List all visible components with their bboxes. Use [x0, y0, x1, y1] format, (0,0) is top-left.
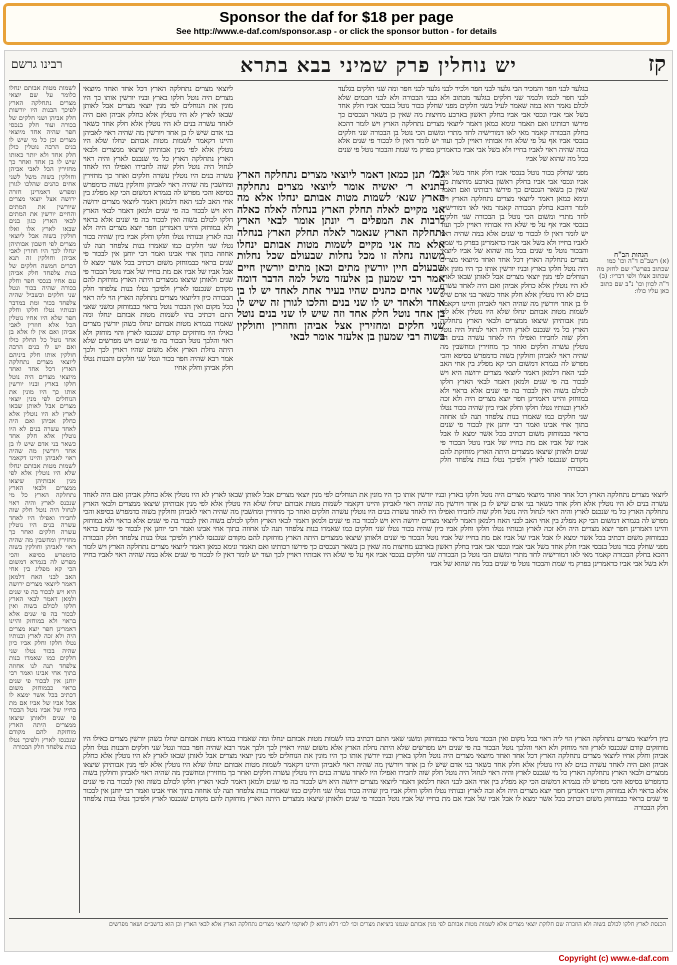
page-header: [5, 53, 672, 79]
header-rule: [9, 80, 668, 81]
rashbam-commentary-cont: ליוצאי מצרים נתחלקה הארץ דכל אחד ואחד מיוצאי מצרים היה נוטל חלקו בארץ ובניו יורשין אותו כך היו מונין את הנוחלים לפי מנין יוצאי מצרים אבל לאותן שבאו לארץ לא היו נוטלין אלא כחלק אביהן ואם היה לאחד עשרה בנים לא היו נוטלין אלא חלק אחד כשאר בני אדם שיש לו בן אחד ויורשין מה שהיה ראוי לאביהן והיינו דקאמר לשמות מטות אבותם ינחלו שלא היו נוטלין אלא לפי מנין אבותיהן שיצאו ממצרים ולבאי הארץ נתחלקה הארץ כל מי שנכנס לארץ והיה ראוי לנחול היה נוטל חלק שוה לחבירו ואפילו היו לאחד עשרה בנים היו נוטלין עשרה חלקים ואחר כך מחזירין ומחשבין מה שהיה ראוי לאביהן וחולקין בשוה כדמפרש בסיפא והכי מפרש לה בגמרא דמשום הכי קא מפליג בין אחי האב לבני האח דלמאן דאמר ליוצאי מצרים ירושה היא ויש לבכור בה פי שנים ולמאן דאמר לבאי הארץ חלקו לכולם בשוה ואין לבכור בה פי שנים אלא בראוי ולא במוחזק והיינו דאמרינן חפר יוצא מצרים היה ולא זכה לארץ ובנותיו נטלו חלקו וחלק אביו כיון שהיה בכור נטלו שני חלקים כמו שאמרו בנות צלפחד תנה לנו אחוזה בתוך אחי אבינו ואמר רבי יוחנן אין לבכור פי שנים בראוי כבמוחזק משום דכתיב בכל אשר ימצא לו אבל אביו של אביו אם מת בחייו של אביו נוטל הבכור פי שנים ולאותן שיצאו ממצרים היתה הארץ מוחזקת להם מקודם שנכנסו לארץ ולפיכך נטלו בנות צלפחד חלק הבכורה: [440, 246, 588, 473]
rabbenu-gershom-column: [9, 85, 76, 913]
rabbenu-column-rule: [79, 83, 80, 913]
gloss-top-text: בגלעד לבני חפר והמכיר הבי גלעד לבני חפר ולכיר לבני גלעד לבני חפר ומה שני תלקים בגלעד לבני חפר לכמו ולכמר שני חלקים בגלעד מכתוב ולא בבני הבכורה ולא לבני חכמים שלא לכלם נאמר הוא במה שאמר לעיל בשני חלקים: [338, 85, 588, 111]
copyright-link[interactable]: Copyright (c) www.e-daf.com: [558, 954, 669, 963]
tosafot-commentary-text: ליוצאי מצרים נתחלקה הארץ דכל אחד ואחד מיוצאי מצרים היה נוטל חלקו בארץ ובניו יורשין אותו כך היו מונין את הנוחלים לפי מנין יוצאי מצרים אבל לאותן שבאו לארץ לא היו נוטלין אלא כחלק אביהן ואם היה לאחד עשרה בנים לא היו נוטלין אלא חלק אחד כשאר בני אדם שיש לו בן אחד ויורשין מה שהיה ראוי לאביהן והיינו דקאמר לשמות מטות אבותם ינחלו שלא היו נוטלין אלא לפי מנין אבותיהן שיצאו ממצרים ולבאי הארץ נתחלקה הארץ כל מי שנכנס לארץ והיה ראוי לנחול היה נוטל חלק שוה לחבירו ואפילו היו לאחד עשרה בנים היו נוטלין עשרה חלקים ואחר כך מחזירין ומחשבין מה שהיה ראוי לאביהן וחולקין בשוה כדמפרש בסיפא והכי מפרש לה בגמרא דמשום הכי קא מפליג בין אחי האב לבני האח דלמאן דאמר ליוצאי מצרים ירושה היא ויש לבכור בה פי שנים ולמאן דאמר לבאי הארץ חלקו לכולם בשוה ואין לבכור בה פי שנים אלא בראוי ולא במוחזק והיינו דאמרינן חפר יוצא מצרים היה ולא זכה לארץ ובנותיו נטלו חלקו וחלק אביו כיון שהיה בכור נטלו שני חלקים כמו שאמרו בנות צלפחד תנה לנו אחוזה בתוך אחי אבינו ואמר רבי יוחנן אין לבכור פי שנים בראוי כבמוחזק משום דכתיב בכל אשר ימצא לו אבל אביו של אביו אם מת בחייו של אביו נוטל הבכור פי שנים ולאותן שיצאו ממצרים היתה הארץ מוחזקת להם מקודם שנכנסו לארץ ולפיכך נטלו בנות צלפחד חלק הבכורה: [83, 85, 233, 302]
lower-commentary: [83, 491, 668, 731]
gloss-top-cont: מפני שחלק בכור נוטל בנכסי אביו חלק אחד בשל אבי אביו ונכסי אבי אביו בחלק ראשון בארבע מחיצות מה שאין כן בשאר הנכסים כך פירשו רבותינו ואם תאמר ונימא כמאן דאמר ליוצאי מצרים נתחלקה הארץ ויש לומר דהכא בחלק הבכורה קאמר מאי לאו דמורישיה לחד מתרי ומשום הכי נוטל בן הבכורה שני חלקים בנכסי אביו אף על פי שלא היו אבותיו ראויין לכך ועוד יש לומר דאין לו לבכור פי שנים אלא במה שהיה ראוי לאביו בחייו ולא בשל אבי אביו כדאמרינן בפרק מי שמת והבכור נוטל פי שנים בכל מה שהוא של אביו: [338, 101, 588, 163]
tractate-header: יש נוחלין פרק שמיני בבא בתרא: [240, 53, 517, 77]
bottom-commentary-cont: ליוצאי מצרים נתחלקה הארץ דכל אחד ואחד מיוצאי מצרים היה נוטל חלקו בארץ ובניו יורשין אותו כך היו מונין את הנוחלים לפי מנין יוצאי מצרים אבל לאותן שבאו לארץ לא היו נוטלין אלא כחלק אביהן ואם היה לאחד עשרה בנים לא היו נוטלין אלא חלק אחד כשאר בני אדם שיש לו בן אחד ויורשין מה שהיה ראוי לאביהן והיינו דקאמר לשמות מטות אבותם ינחלו שלא היו נוטלין אלא לפי מנין אבותיהן שיצאו ממצרים ולבאי הארץ נתחלקה הארץ כל מי שנכנס לארץ והיה ראוי לנחול היה נוטל חלק שוה לחבירו ואפילו היו לאחד עשרה בנים היו נוטלין עשרה חלקים ואחר כך מחזירין ומחשבין מה שהיה ראוי לאביהן וחולקין בשוה כדמפרש בסיפא והכי מפרש לה בגמרא דמשום הכי קא מפליג בין אחי האב לבני האח דלמאן דאמר ליוצאי מצרים ירושה היא ויש לבכור בה פי שנים ולמאן דאמר לבאי הארץ חלקו לכולם בשוה ואין לבכור בה פי שנים אלא בראוי ולא במוחזק והיינו דאמרינן חפר יוצא מצרים היה ולא זכה לארץ ובנותיו נטלו חלקו וחלק אביו כיון שהיה בכור נטלו שני חלקים כמו שאמרו בנות צלפחד תנה לנו אחוזה בתוך אחי אבינו ואמר רבי יוחנן אין לבכור פי שנים בראוי כבמוחזק משום דכתיב בכל אשר ימצא לו אבל אביו של אביו אם מת בחייו של אביו נוטל הבכור פי שנים ולאותן שיצאו ממצרים היתה הארץ מוחזקת להם מקודם שנכנסו לארץ ולפיכך נטלו בנות צלפחד חלק הבכורה: [83, 751, 668, 812]
bottom-commentary-text: כיון דליוצאי מצרים נתחלקה הארץ הוי ליה ראוי בכל מקום ואין הבכור נוטל בראוי כבמוחזק ומשני שאני התם דכתיב בהו לשמות מטות אבותם ינחלו ומה שאמרו בגמרא מטות אבותם ינחלו כשהן יורשין מצרים כאילו היו מוחזקים קודם שנכנסו לארץ והוי מוחזק ולא ראוי והלכך נוטל הבכור בה פי שנים ויש מפרשים שלא היתה נחלת הארץ אלא משום שהיו ראויין לכך ולכך אמר רבא שהיה חפר בכור ונטל שני חלקים והבנות נטלו חלק אביהן וחלק אחיו: [83, 735, 668, 761]
rashbam-commentary: [440, 169, 588, 485]
hagahot-title: הגהות הב"ח: [613, 250, 649, 259]
talmud-page-scan: [4, 50, 673, 952]
rashbam-commentary-text: מפני שחלק בכור נוטל בנכסי אביו חלק אחד בשל אבי אביו ונכסי אבי אביו בחלק ראשון בארבע מחיצות מה שאין כן בשאר הנכסים כך פירשו רבותינו ואם תאמר ונימא כמאן דאמר ליוצאי מצרים נתחלקה הארץ ויש לומר דהכא בחלק הבכורה קאמר מאי לאו דמורישיה לחד מתרי ומשום הכי נוטל בן הבכורה שני חלקים בנכסי אביו אף על פי שלא היו אבותיו ראויין לכך ועוד יש לומר דאין לו לבכור פי שנים אלא במה שהיה ראוי לאביו בחייו ולא בשל אבי אביו כדאמרינן בפרק מי שמת והבכור נוטל פי שנים בכל מה שהוא של אביו: [440, 169, 588, 256]
sponsor-banner-subtitle[interactable]: See http://www.e-daf.com/sponsor.asp - or click the sponsor button - for details: [176, 26, 497, 36]
tosafot-commentary: [83, 85, 233, 485]
gemara-text: [237, 169, 445, 485]
lower-commentary-cont: מפני שחלק בכור נוטל בנכסי אביו חלק אחד בשל אבי אביו ונכסי אבי אביו בחלק ראשון בארבע מחיצות מה שאין כן בשאר הנכסים כך פירשו רבותינו ואם תאמר ונימא כמאן דאמר ליוצאי מצרים נתחלקה הארץ ויש לומר דהכא בחלק הבכורה קאמר מאי לאו דמורישיה לחד מתרי ומשום הכי נוטל בן הבכורה שני חלקים בנכסי אביו אף על פי שלא היו אבותיו ראויין לכך ועוד יש לומר דאין לו לבכור פי שנים אלא במה שהיה ראוי לאביו בחייו ולא בשל אבי אביו כדאמרינן בפרק מי שמת והבכור נוטל פי שנים בכל מה שהוא של אביו: [83, 541, 668, 568]
gemara-lead-word: גמ׳: [428, 169, 445, 182]
tosafot-commentary-cont: כיון דליוצאי מצרים נתחלקה הארץ הוי ליה ראוי בכל מקום ואין הבכור נוטל בראוי כבמוחזק ומשני שאני התם דכתיב בהו לשמות מטות אבותם ינחלו ומה שאמרו בגמרא מטות אבותם ינחלו כשהן יורשין מצרים כאילו היו מוחזקים קודם שנכנסו לארץ והוי מוחזק ולא ראוי והלכך נוטל הבכור בה פי שנים ויש מפרשים שלא היתה נחלת הארץ אלא משום שהיו ראויין לכך ולכך אמר רבא שהיה חפר בכור ונטל שני חלקים והבנות נטלו חלק אביהן וחלק אחיו: [83, 292, 233, 372]
hagahot-margin: [593, 251, 669, 401]
sponsor-banner[interactable]: [3, 3, 670, 45]
bottom-commentary: [83, 735, 668, 915]
gemara-body: תנן כמאן דאמר ליוצאי מצרים נתחלקה הארץ דתניא ר׳ יאשיה אומר ליוצאי מצרים נתחלקה הארץ שנא׳ לשמות מטות אבותם ינחלו אלא מה אני מקיים לאלה תחלק הארץ בנחלה לאלה כאלה לרבות את המפלים ר׳ יונתן אומר לבאי הארץ נתחלקה הארץ שנאמר לאלה תחלק הארץ בנחלה אלא מה אני מקיים לשמות מטות אבותם ינחלו משונה נחלה זו מכל נחלות שבעולם שכל נחלות שבעולם חיין יורשין מתים וכאן מתים יורשין חיים אמר רבי שמעון בן אלעזר משל למה הדבר דומה לשני אחים כהנים שהיו בעיר אחת לאחד יש לו בן אחד ולאחד יש לו שני בנים והלכו לגורן זה שיש לו בן אחד נוטל חלק אחד וזה שיש לו שני בנים נוטל שני חלקים ומחזירין אצל אביהן וחוזרין וחולקין בשוה רבי שמעון בן אלעזר אומר לבאי: [237, 169, 445, 344]
sponsor-banner-title[interactable]: Sponsor the daf for $18 per page: [219, 9, 454, 26]
lower-commentary-text: ליוצאי מצרים נתחלקה הארץ דכל אחד ואחד מיוצאי מצרים היה נוטל חלקו בארץ ובניו יורשין אותו כך היו מונין את הנוחלים לפי מנין יוצאי מצרים אבל לאותן שבאו לארץ לא היו נוטלין אלא כחלק אביהן ואם היה לאחד עשרה בנים לא היו נוטלין אלא חלק אחד כשאר בני אדם שיש לו בן אחד ויורשין מה שהיה ראוי לאביהן והיינו דקאמר לשמות מטות אבותם ינחלו שלא היו נוטלין אלא לפי מנין אבותיהן שיצאו ממצרים ולבאי הארץ נתחלקה הארץ כל מי שנכנס לארץ והיה ראוי לנחול היה נוטל חלק שוה לחבירו ואפילו היו לאחד עשרה בנים היו נוטלין עשרה חלקים ואחר כך מחזירין ומחשבין מה שהיה ראוי לאביהן וחולקין בשוה כדמפרש בסיפא והכי מפרש לה בגמרא דמשום הכי קא מפליג בין אחי האב לבני האח דלמאן דאמר ליוצאי מצרים ירושה היא ויש לבכור בה פי שנים ולמאן דאמר לבאי הארץ חלקו לכולם בשוה ואין לבכור בה פי שנים אלא בראוי ולא במוחזק והיינו דאמרינן חפר יוצא מצרים היה ולא זכה לארץ ובנותיו נטלו חלקו וחלק אביו כיון שהיה בכור נטלו שני חלקים כמו שאמרו בנות צלפחד תנה לנו אחוזה בתוך אחי אבינו ואמר רבי יוחנן אין לבכור פי שנים בראוי כבמוחזק משום דכתיב בכל אשר ימצא לו אבל אביו של אביו אם מת בחייו של אביו נוטל הבכור פי שנים ולאותן שיצאו ממצרים היתה הארץ מוחזקת להם מקודם שנכנסו לארץ ולפיכך נטלו בנות צלפחד חלק הבכורה: [83, 491, 668, 542]
footnote-rule: [9, 918, 668, 919]
footnote-body: הכנסת לארץ חלקו לכולם בשוה ולא הוזכרה שם חלוקת יוצאי מצרים אלא לשמות מטות אבותם לפי מנין אבותם שנמנו ביציאת מצרים וכו׳ לכו׳ דלא ניחא לן לאוקמי ליוצאי מצרים נתחלקה הארץ אלא לבאי הארץ וכן הוא ברשב״ם ושאר מפרשים: [108, 921, 666, 928]
footnote-text: [11, 921, 666, 949]
rabbenu-gershom-label: רבינו גרשם: [11, 57, 63, 71]
gloss-top: [338, 85, 588, 165]
hagahot-text: (א) רשב"ם ד"ה וכו' כמו שכתוב בפרש"י שם לחזק מה שכתוב אצלו ולפי דבריו: (ב) ד"ה לכוון וכו' נ"ב שם כתוב כאן עליו כולו:: [596, 257, 669, 296]
page-number: קז: [648, 51, 666, 77]
rabbenu-gershom-cont: ליוצאי מצרים נתחלקה הארץ דכל אחד ואחד מיוצאי מצרים היה נוטל חלקו בארץ ובניו יורשין אותו כך היו מונין את הנוחלים לפי מנין יוצאי מצרים אבל לאותן שבאו לארץ לא היו נוטלין אלא כחלק אביהן ואם היה לאחד עשרה בנים לא היו נוטלין אלא חלק אחד כשאר בני אדם שיש לו בן אחד ויורשין מה שהיה ראוי לאביהן והיינו דקאמר לשמות מטות אבותם ינחלו שלא היו נוטלין אלא לפי מנין אבותיהן שיצאו ממצרים ולבאי הארץ נתחלקה הארץ כל מי שנכנס לארץ והיה ראוי לנחול היה נוטל חלק שוה לחבירו ואפילו היו לאחד עשרה בנים היו נוטלין עשרה חלקים ואחר כך מחזירין ומחשבין מה שהיה ראוי לאביהן וחולקין בשוה כדמפרש בסיפא והכי מפרש לה בגמרא דמשום הכי קא מפליג בין אחי האב לבני האח דלמאן דאמר ליוצאי מצרים ירושה היא ויש לבכור בה פי שנים ולמאן דאמר לבאי הארץ חלקו לכולם בשוה ואין לבכור בה פי שנים אלא בראוי ולא במוחזק והיינו דאמרינן חפר יוצא מצרים היה ולא זכה לארץ ובנותיו נטלו חלקו וחלק אביו כיון שהיה בכור נטלו שני חלקים כמו שאמרו בנות צלפחד תנה לנו אחוזה בתוך אחי אבינו ואמר רבי יוחנן אין לבכור פי שנים בראוי כבמוחזק משום דכתיב בכל אשר ימצא לו אבל אביו של אביו אם מת בחייו של אביו נוטל הבכור פי שנים ולאותן שיצאו ממצרים היתה הארץ מוחזקת להם מקודם שנכנסו לארץ ולפיכך נטלו בנות צלפחד חלק הבכורה: [9, 358, 76, 752]
rabbenu-gershom-text: לשמות מטות אבותם ינחלו כלומר על שם יוצאי מצרים נתחלקה הארץ לפיכך הבנות היו יורשות חלק אביהן ושני חלקים של בכורה ועוד חלק בנכסי חפר שהיה אחד מיוצאי מצרים וכן כל מי שיש לו בנים הרבה נוטלין כולן חלק אחד ולא יותר כאותו שיש לו בן אחד ואחר כך מחזירין הכל לאבי אביהן וחולקין בשוה משל לשני אחים כהנים שהלכו לגורן ומפרש דאמרינן חזרה ירושה אצל יוצאי מצרים שיורשין את המתים והחיים יורשין את המתים לבאי הארץ כגון בנים שבאו לארץ אלו ואלו חולקין בשוה אבל ליוצאי מצרים לפי חשבון אבותיהן ינחלו לכך היו חוזרין לאבי אביהן וחולקין זה תנא דברים חמשה חלקים של בנות צלפחד חלק אביהן עם אחיו בנכסי חפר וחלק בכורה שהיה בכור ונטל שני חלקים ובשביל שהיה צלפחד בכור ומת במדבר ובנותיו נטלו חלקו וחלק חפר שלא היו אחיו נוטלין הכל אלא חוזרין לאבי אביהן ואם אין לו אלא בן אחד נוטל כל החלק כולו ואם יש לו בנים הרבה חולקין אותו חלק ביניהם: [9, 85, 76, 359]
